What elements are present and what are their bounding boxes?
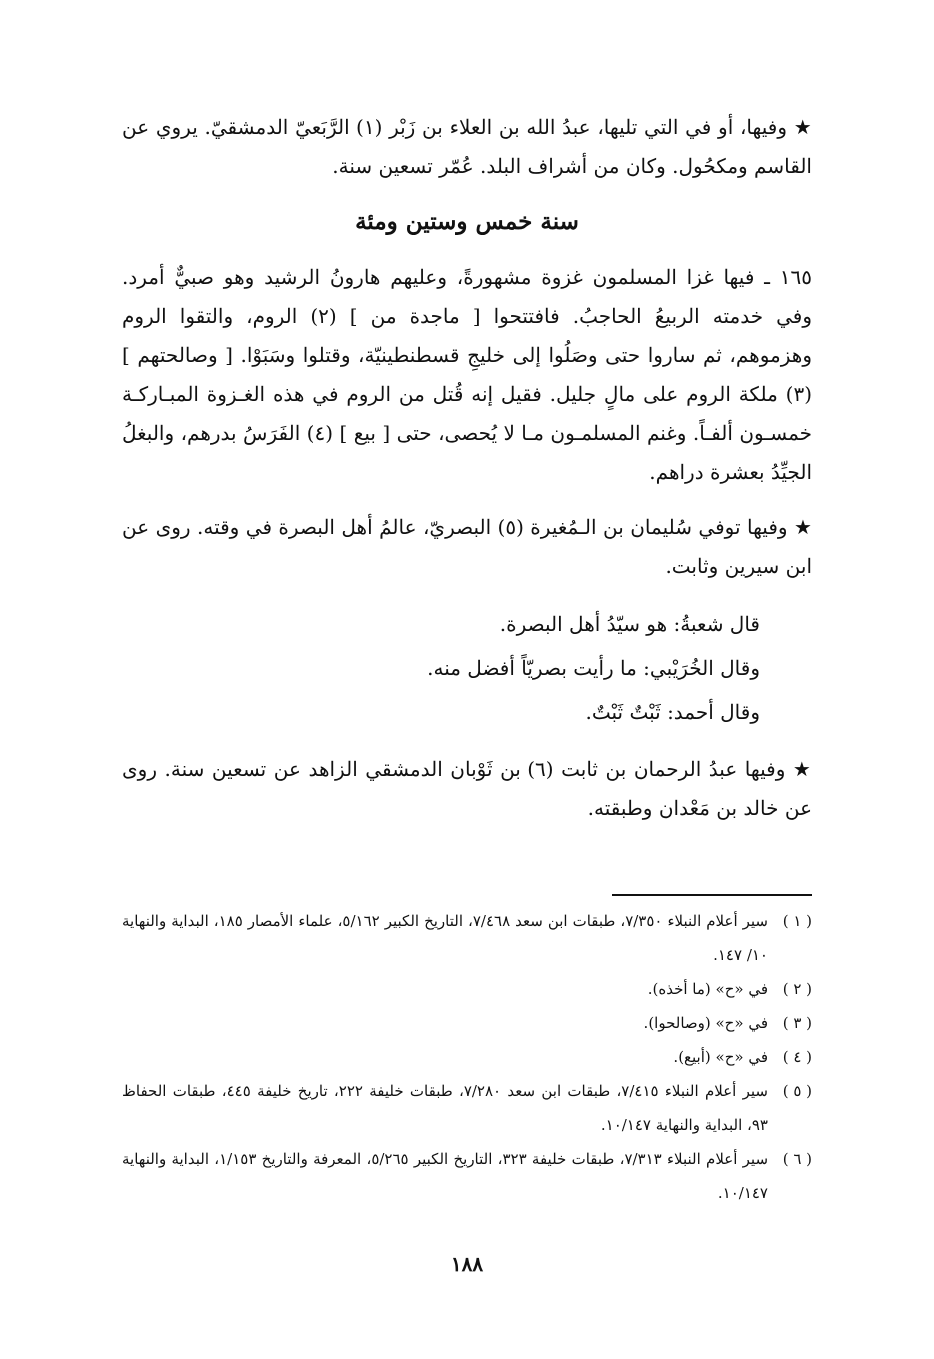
footnote-text: في «ح» (وصالحوا). — [643, 1014, 768, 1032]
footnote-item — [122, 1074, 812, 1142]
main-text — [122, 108, 812, 828]
quote-ahmad: وقال أحمد: ثَبْتٌ ثَبْتٌ. — [585, 700, 760, 724]
footnote-number: ( ١ ) — [782, 912, 812, 930]
quote-shuba: قال شعبةُ: هو سيّدُ أهل البصرة. — [499, 612, 760, 636]
footnote-divider — [612, 894, 812, 896]
footnote-item — [122, 904, 812, 972]
paragraph-abdullah-ibn-zabr: ★ وفيها، أو في التي تليها، عبدُ الله بن العلاء بن زَبْر (١) الرَّبَعيّ الدمشقيّ. يروي عن القاسم ومكحُول. وكان من أشراف البلد. عُمّر تسعين سنة. — [122, 115, 812, 178]
page-number: ١٨٨ — [450, 1252, 484, 1276]
paragraph-sulayman-ibn-al-mughira: ★ وفيها توفي سُليمان بن الـمُغيرة (٥) البصريّ، عالمُ أهل البصرة في وقته. روى عن ابن سيرين وثابت. — [122, 515, 812, 578]
footnote-item — [122, 1006, 812, 1040]
footnote-text: سير أعلام النبلاء ٧/٣١٣، طبقات خليفة ٣٢٣، التاريخ الكبير ٥/٢٦٥، المعرفة والتاريخ ١/١٥٣، البداية والنهاية ١٠/١٤٧. — [122, 1150, 769, 1202]
footnote-number: ( ٥ ) — [782, 1082, 812, 1100]
footnote-text: في «ح» (ما أخذه). — [647, 980, 768, 998]
footnote-text: سير أعلام النبلاء ٧/٣٥٠، طبقات ابن سعد ٧/٤٦٨، التاريخ الكبير ٥/١٦٢، علماء الأمصار ١٨٥، البداية والنهاية ١٠/ ١٤٧. — [122, 912, 769, 964]
section-heading: سنة خمس وستين ومئة — [355, 208, 579, 235]
quote-khuraybi: وقال الخُرَيْبي: ما رأيت بصريّاً أفضل منه. — [427, 656, 760, 680]
footnote-item — [122, 1142, 812, 1210]
footnote-item — [122, 1040, 812, 1074]
quotes-block — [122, 602, 812, 734]
paragraph-abd-al-rahman-ibn-thabit: ★ وفيها عبدُ الرحمان بن ثابت (٦) بن ثَوْبان الدمشقي الزاهد عن تسعين سنة. روى عن خالد بن مَعْدان وطبقته. — [122, 757, 812, 820]
footnote-number: ( ٤ ) — [782, 1048, 812, 1066]
paragraph-entry-165: ١٦٥ ـ فيها غزا المسلمون غزوة مشهورةً، وعليهم هارونُ الرشيد وهو صبيٌّ أمرد. وفي خدمته الربيعُ الحاجبُ. فافتتحوا [ ماجدة من ] (٢) الروم، والتقوا الروم وهزموهم، ثم ساروا حتى وصَلُوا إلى خليجِ قسطنطينيّة، وقتلوا وسَبَوْا. [ وصالحتهم ] (٣) ملكة الروم على مالٍ جليل. فقيل إنه قُتل من الروم في هذه الغـزوة المبـاركـة خمسـون ألفـاً. وغنم المسلمـون مـا لا يُحصى، حتى [ بيع ] (٤) الفَرَسُ بدرهم، والبغلُ الجيِّدُ بعشرة دراهم. — [122, 265, 812, 484]
footnote-number: ( ٢ ) — [782, 980, 812, 998]
footnote-text: سير أعلام النبلاء ٧/٤١٥، طبقات ابن سعد ٧/٢٨٠، طبقات خليفة ٢٢٢، تاريخ خليفة ٤٤٥، طبقات الحفاظ ٩٣، البداية والنهاية ١٠/١٤٧. — [122, 1082, 768, 1134]
footnote-number: ( ٦ ) — [782, 1150, 812, 1168]
footnote-number: ( ٣ ) — [782, 1014, 812, 1032]
footnote-item — [122, 972, 812, 1006]
footnote-text: في «ح» (أبيع). — [673, 1048, 768, 1066]
footnotes — [122, 904, 812, 1210]
